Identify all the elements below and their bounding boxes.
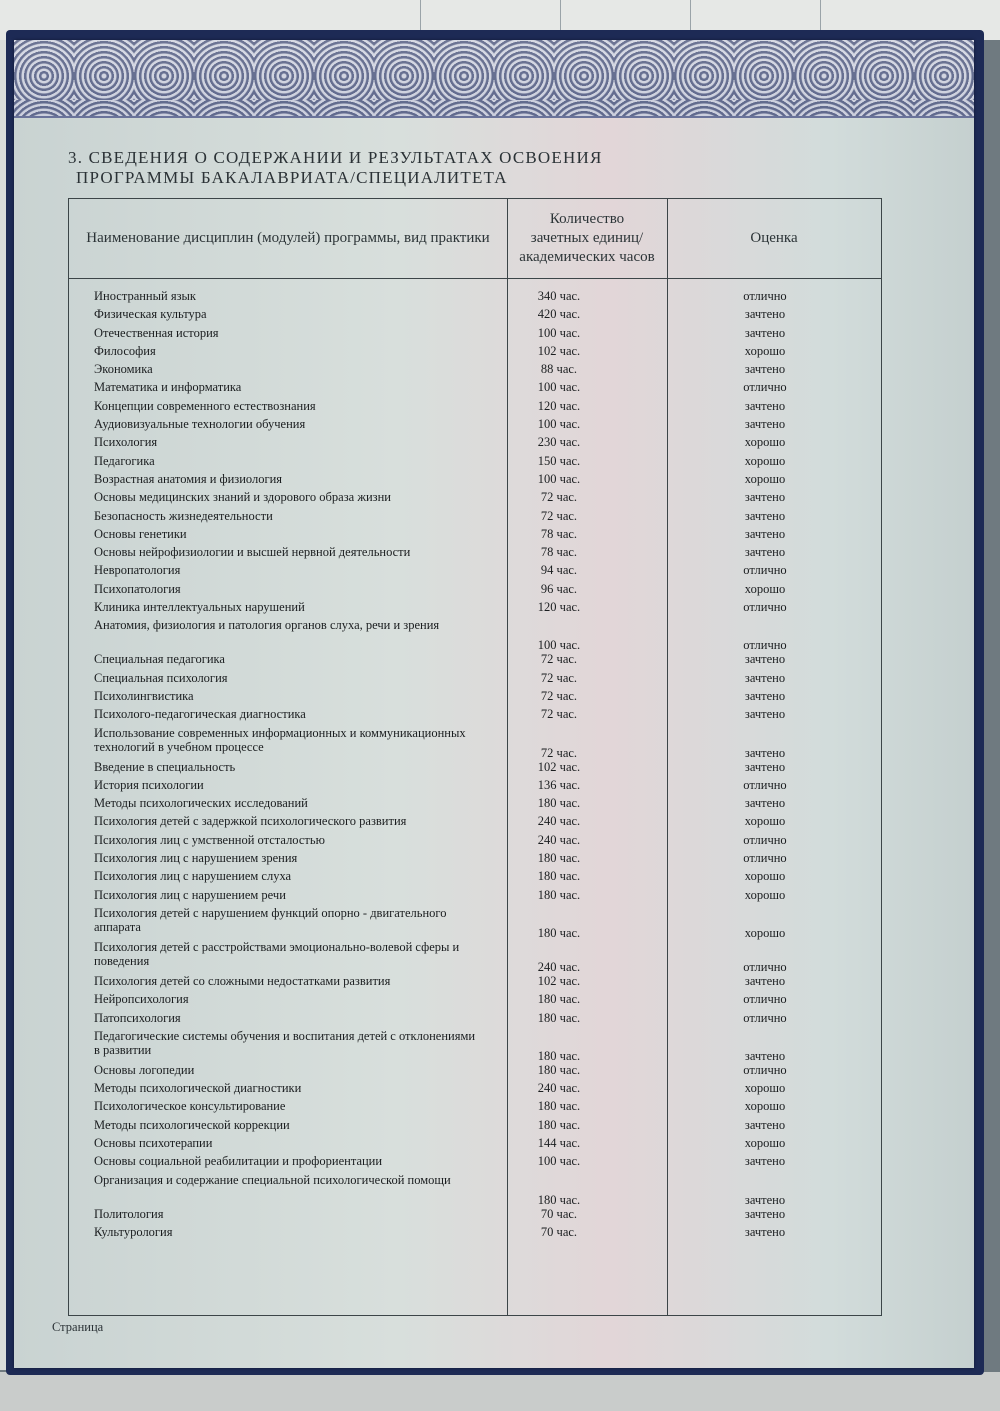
grade-cell: зачтено [744,707,786,722]
hours-cell: 180 час. [537,1062,581,1077]
hours-cell: 150 час. [537,453,581,468]
page-footer: Страница [52,1320,104,1334]
discipline-name: Основы логопедии [94,1062,195,1077]
grade-cell: зачтено [744,362,786,377]
discipline-name: Патопсихология [94,1010,181,1025]
table-row [69,600,881,618]
discipline-name: Психопатология [94,581,181,596]
grade-cell: отлично [743,1010,787,1025]
discipline-name: Основы генетики [94,526,187,541]
section-title [68,148,768,188]
table-row [69,1173,881,1207]
discipline-name: Невропатология [94,563,181,578]
grade-cell: зачтено [744,670,786,685]
table-row [69,707,881,725]
grade-cell: зачтено [744,1048,786,1063]
hours-cell: 72 час. [540,707,578,722]
hours-cell: 136 час. [537,777,581,792]
table-row [69,851,881,869]
grade-cell: отлично [743,1062,787,1077]
table-row [69,344,881,362]
table-row [69,380,881,398]
table-row [69,689,881,707]
grade-cell: отлично [743,563,787,578]
table-row [69,472,881,490]
grade-cell: отлично [743,289,787,303]
table-row [69,399,881,417]
grade-cell: зачтено [744,1206,786,1221]
discipline-name: Психология детей с задержкой психологического развития [94,814,407,829]
table-row [69,563,881,581]
discipline-name: Психолого-педагогическая диагностика [94,707,306,722]
grade-cell: зачтено [744,1192,786,1207]
header-discipline: Наименование дисциплин (модулей) программы, вид практики [86,230,490,246]
discipline-name: Психолингвистика [94,688,194,703]
table-row [69,545,881,563]
discipline-name: Методы психологической коррекции [94,1117,290,1132]
hours-cell: 96 час. [540,581,578,596]
discipline-name: Основы нейрофизиологии и высшей нервной деятельности [94,545,411,560]
discipline-name: Нейропсихология [94,992,189,1007]
discipline-name: Специальная психология [94,670,228,685]
grade-cell: зачтено [744,1154,786,1169]
grade-cell: хорошо [744,814,786,829]
discipline-name: История психологии [94,777,204,792]
discipline-name: Отечественная история [94,325,219,340]
hours-cell: 100 час. [537,638,581,653]
hours-cell: 230 час. [537,435,581,450]
hours-cell: 78 час. [540,545,578,560]
discipline-name: Введение в специальность [94,759,236,774]
grade-cell: зачтено [744,398,786,413]
table-row [69,940,881,974]
guilloche-border [14,40,974,118]
hours-cell: 240 час. [537,814,581,829]
grade-cell: отлично [743,992,787,1007]
table-row [69,1099,881,1117]
hours-cell: 180 час. [537,1117,581,1132]
discipline-name: Методы психологических исследований [94,796,308,811]
desk-edge-bottom [0,1372,1000,1411]
grade-cell: хорошо [744,887,786,902]
grade-cell: хорошо [744,343,786,358]
hours-cell: 72 час. [540,508,578,523]
table-row [69,527,881,545]
table-row [69,582,881,600]
discipline-name: Анатомия, физиология и патология органов слуха, речи и зрения [94,618,440,633]
table-row [69,906,881,940]
grade-cell: зачтено [744,1224,786,1239]
discipline-name: Клиника интеллектуальных нарушений [94,600,305,615]
table-row [69,435,881,453]
hours-cell: 180 час. [537,1099,581,1114]
discipline-name: Специальная педагогика [94,652,225,667]
hours-cell: 180 час. [537,796,581,811]
discipline-name: Методы психологической диагностики [94,1081,302,1096]
table-row [69,1154,881,1172]
table-body [69,289,881,1243]
hours-cell: 180 час. [537,887,581,902]
hours-cell: 180 час. [537,1048,581,1063]
discipline-name: Психология лиц с нарушением речи [94,887,286,902]
discipline-name: Основы медицинских знаний и здорового образа жизни [94,490,391,505]
grade-cell: зачтено [744,1117,786,1132]
table-row [69,814,881,832]
table-row [69,1081,881,1099]
discipline-name: Политология [94,1206,164,1221]
discipline-name: Психология [94,435,158,450]
discipline-name: Математика и информатика [94,380,242,395]
hours-cell: 180 час. [537,851,581,866]
hours-cell: 180 час. [537,1192,581,1207]
table-row [69,726,881,760]
discipline-name: Концепции современного естествознания [94,398,316,413]
hours-cell: 240 час. [537,959,581,974]
hours-cell: 144 час. [537,1135,581,1150]
discipline-name: Основы психотерапии [94,1135,213,1150]
grade-cell: зачтено [744,526,786,541]
table-row [69,1029,881,1063]
discipline-name: Экономика [94,362,153,377]
discipline-name: Психологическое консультирование [94,1099,286,1114]
table-row [69,1136,881,1154]
grade-cell: зачтено [744,508,786,523]
discipline-name: Психология лиц с нарушением зрения [94,851,298,866]
table-row [69,778,881,796]
grade-cell: зачтено [744,490,786,505]
table-row [69,326,881,344]
grade-cell: отлично [743,600,787,615]
grade-cell: отлично [743,851,787,866]
table-row [69,869,881,887]
grade-cell: хорошо [744,1081,786,1096]
hours-cell: 102 час. [537,343,581,358]
hours-cell: 180 час. [537,925,581,940]
discipline-name: Возрастная анатомия и физиология [94,471,283,486]
hours-cell: 120 час. [537,600,581,615]
table-row [69,1011,881,1029]
discipline-name: Философия [94,343,156,358]
hours-cell: 340 час. [537,289,581,303]
hours-cell: 70 час. [540,1224,578,1239]
table-row [69,490,881,508]
hours-cell: 94 час. [540,563,578,578]
discipline-name: Использование современных информационных и коммуникационных технологий в учебном процессе [94,725,466,754]
table-row [69,454,881,472]
hours-cell: 120 час. [537,398,581,413]
table-row [69,1118,881,1136]
table-row [69,1207,881,1225]
grade-cell: зачтено [744,796,786,811]
table-row [69,362,881,380]
table-row [69,1063,881,1081]
header-divider [69,278,881,279]
discipline-name: Иностранный язык [94,289,196,303]
grade-cell: зачтено [744,545,786,560]
hours-cell: 100 час. [537,380,581,395]
table-row [69,974,881,992]
table-row [69,289,881,307]
hours-cell: 72 час. [540,652,578,667]
hours-cell: 180 час. [537,869,581,884]
discipline-name: Основы социальной реабилитации и профориентации [94,1154,383,1169]
hours-cell: 70 час. [540,1206,578,1221]
discipline-name: Организация и содержание специальной психологической помощи [94,1172,451,1187]
grade-cell: зачтено [744,759,786,774]
hours-cell: 78 час. [540,526,578,541]
table-row [69,1225,881,1243]
discipline-name: Аудиовизуальные технологии обучения [94,417,306,432]
hours-cell: 100 час. [537,471,581,486]
header-hours: Количество зачетных единиц/ академических часов [519,211,655,265]
hours-cell: 72 час. [540,688,578,703]
grade-cell: зачтено [744,307,786,322]
hours-cell: 420 час. [537,307,581,322]
hours-cell: 72 час. [540,670,578,685]
grade-cell: хорошо [744,435,786,450]
discipline-name: Психология детей с нарушением функций опорно - двигательного аппарата [94,905,447,934]
table-row [69,833,881,851]
hours-cell: 72 час. [540,745,578,760]
table-row [69,307,881,325]
grade-cell: отлично [743,380,787,395]
grade-cell: хорошо [744,581,786,596]
grade-cell: хорошо [744,869,786,884]
hours-cell: 180 час. [537,992,581,1007]
table-row [69,417,881,435]
grade-cell: зачтено [744,688,786,703]
section-title-line1: 3. СВЕДЕНИЯ О СОДЕРЖАНИИ И РЕЗУЛЬТАТАХ ОСВОЕНИЯ [68,148,603,167]
grade-cell: зачтено [744,417,786,432]
section-title-line2: ПРОГРАММЫ БАКАЛАВРИАТА/СПЕЦИАЛИТЕТА [76,168,508,187]
hours-cell: 88 час. [540,362,578,377]
hours-cell: 100 час. [537,325,581,340]
hours-cell: 240 час. [537,1081,581,1096]
discipline-name: Педагогика [94,453,155,468]
grade-cell: хорошо [744,1099,786,1114]
table-row [69,760,881,778]
grade-cell: отлично [743,777,787,792]
hours-cell: 240 час. [537,832,581,847]
grade-cell: хорошо [744,925,786,940]
table-row [69,888,881,906]
table-row [69,992,881,1010]
grade-cell: зачтено [744,973,786,988]
diploma-supplement-page [14,40,974,1368]
discipline-name: Психология детей с расстройствами эмоционально-волевой сферы и поведения [94,939,460,968]
table-row [69,652,881,670]
discipline-name: Психология лиц с нарушением слуха [94,869,292,884]
hours-cell: 102 час. [537,973,581,988]
grade-cell: хорошо [744,453,786,468]
table-row [69,509,881,527]
grade-cell: хорошо [744,471,786,486]
table-row [69,796,881,814]
hours-cell: 100 час. [537,1154,581,1169]
grades-table [68,198,882,1316]
header-grade: Оценка [750,230,798,246]
grade-cell: отлично [743,638,787,653]
discipline-name: Психология лиц с умственной отсталостью [94,832,325,847]
hours-cell: 102 час. [537,759,581,774]
discipline-name: Педагогические системы обучения и воспитания детей с отклонениями в развитии [94,1028,476,1057]
grade-cell: зачтено [744,652,786,667]
hours-cell: 180 час. [537,1010,581,1025]
table-row [69,618,881,652]
discipline-name: Безопасность жизнедеятельности [94,508,273,523]
grade-cell: хорошо [744,1135,786,1150]
grade-cell: зачтено [744,745,786,760]
grade-cell: отлично [743,832,787,847]
grade-cell: зачтено [744,325,786,340]
grade-cell: отлично [743,959,787,974]
discipline-name: Культурология [94,1224,173,1239]
discipline-name: Физическая культура [94,307,207,322]
hours-cell: 72 час. [540,490,578,505]
discipline-name: Психология детей со сложными недостатками развития [94,973,391,988]
hours-cell: 100 час. [537,417,581,432]
table-row [69,671,881,689]
